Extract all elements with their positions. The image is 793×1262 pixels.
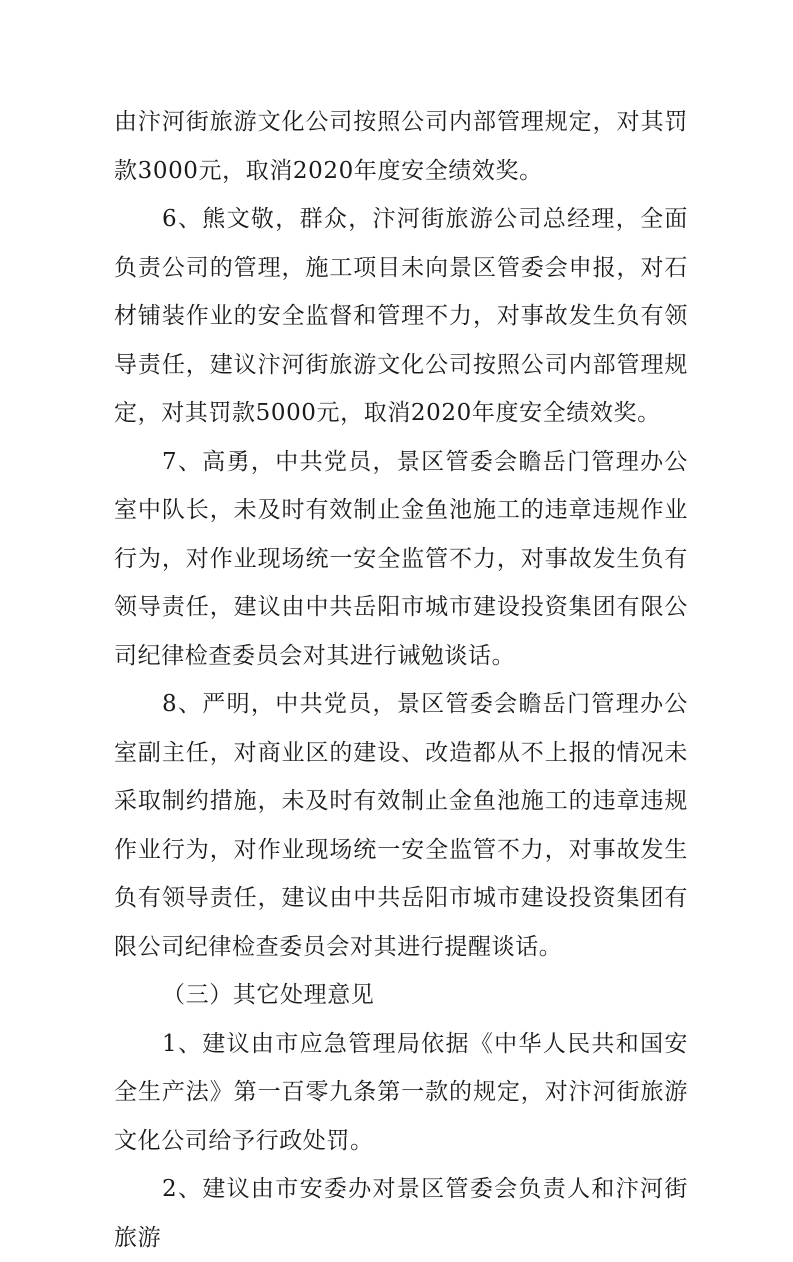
paragraph-other-2: 2、建议由市安委办对景区管委会负责人和汴河街旅游: [114, 1176, 688, 1251]
paragraph-item-6: 6、熊文敬，群众，汴河街旅游公司总经理，全面负责公司的管理，施工项目未向景区管委会申报，对石材铺装作业的安全监督和管理不力，对事故发生负有领导责任，建议汴河街旅游文化公司按照公司内部管理规定，对其罚款5000元，取消2020年度安全绩效奖。: [114, 206, 688, 426]
section-heading-other-opinions: （三）其它处理意见: [162, 982, 375, 1008]
paragraph-other-1: 1、建议由市应急管理局依据《中华人民共和国安全生产法》第一百零九条第一款的规定，对汴河街旅游文化公司给予行政处罚。: [114, 1030, 688, 1154]
paragraph-item-8: 8、严明，中共党员，景区管委会瞻岳门管理办公室副主任，对商业区的建设、改造都从不上报的情况未采取制约措施，未及时有效制止金鱼池施工的违章违规作业行为，对作业现场统一安全监管不力，对事故发生负有领导责任，建议由中共岳阳市城市建设投资集团有限公司纪律检查委员会对其进行提醒谈话。: [114, 691, 688, 960]
paragraph-item-7: 7、高勇，中共党员，景区管委会瞻岳门管理办公室中队长，未及时有效制止金鱼池施工的违章违规作业行为，对作业现场统一安全监管不力，对事故发生负有领导责任，建议由中共岳阳市城市建设投资集团有限公司纪律检查委员会对其进行诫勉谈话。: [114, 448, 688, 669]
document-body: [114, 98, 688, 1262]
paragraph-continued: 由汴河街旅游文化公司按照公司内部管理规定，对其罚款3000元，取消2020年度安全绩效奖。: [114, 109, 688, 184]
